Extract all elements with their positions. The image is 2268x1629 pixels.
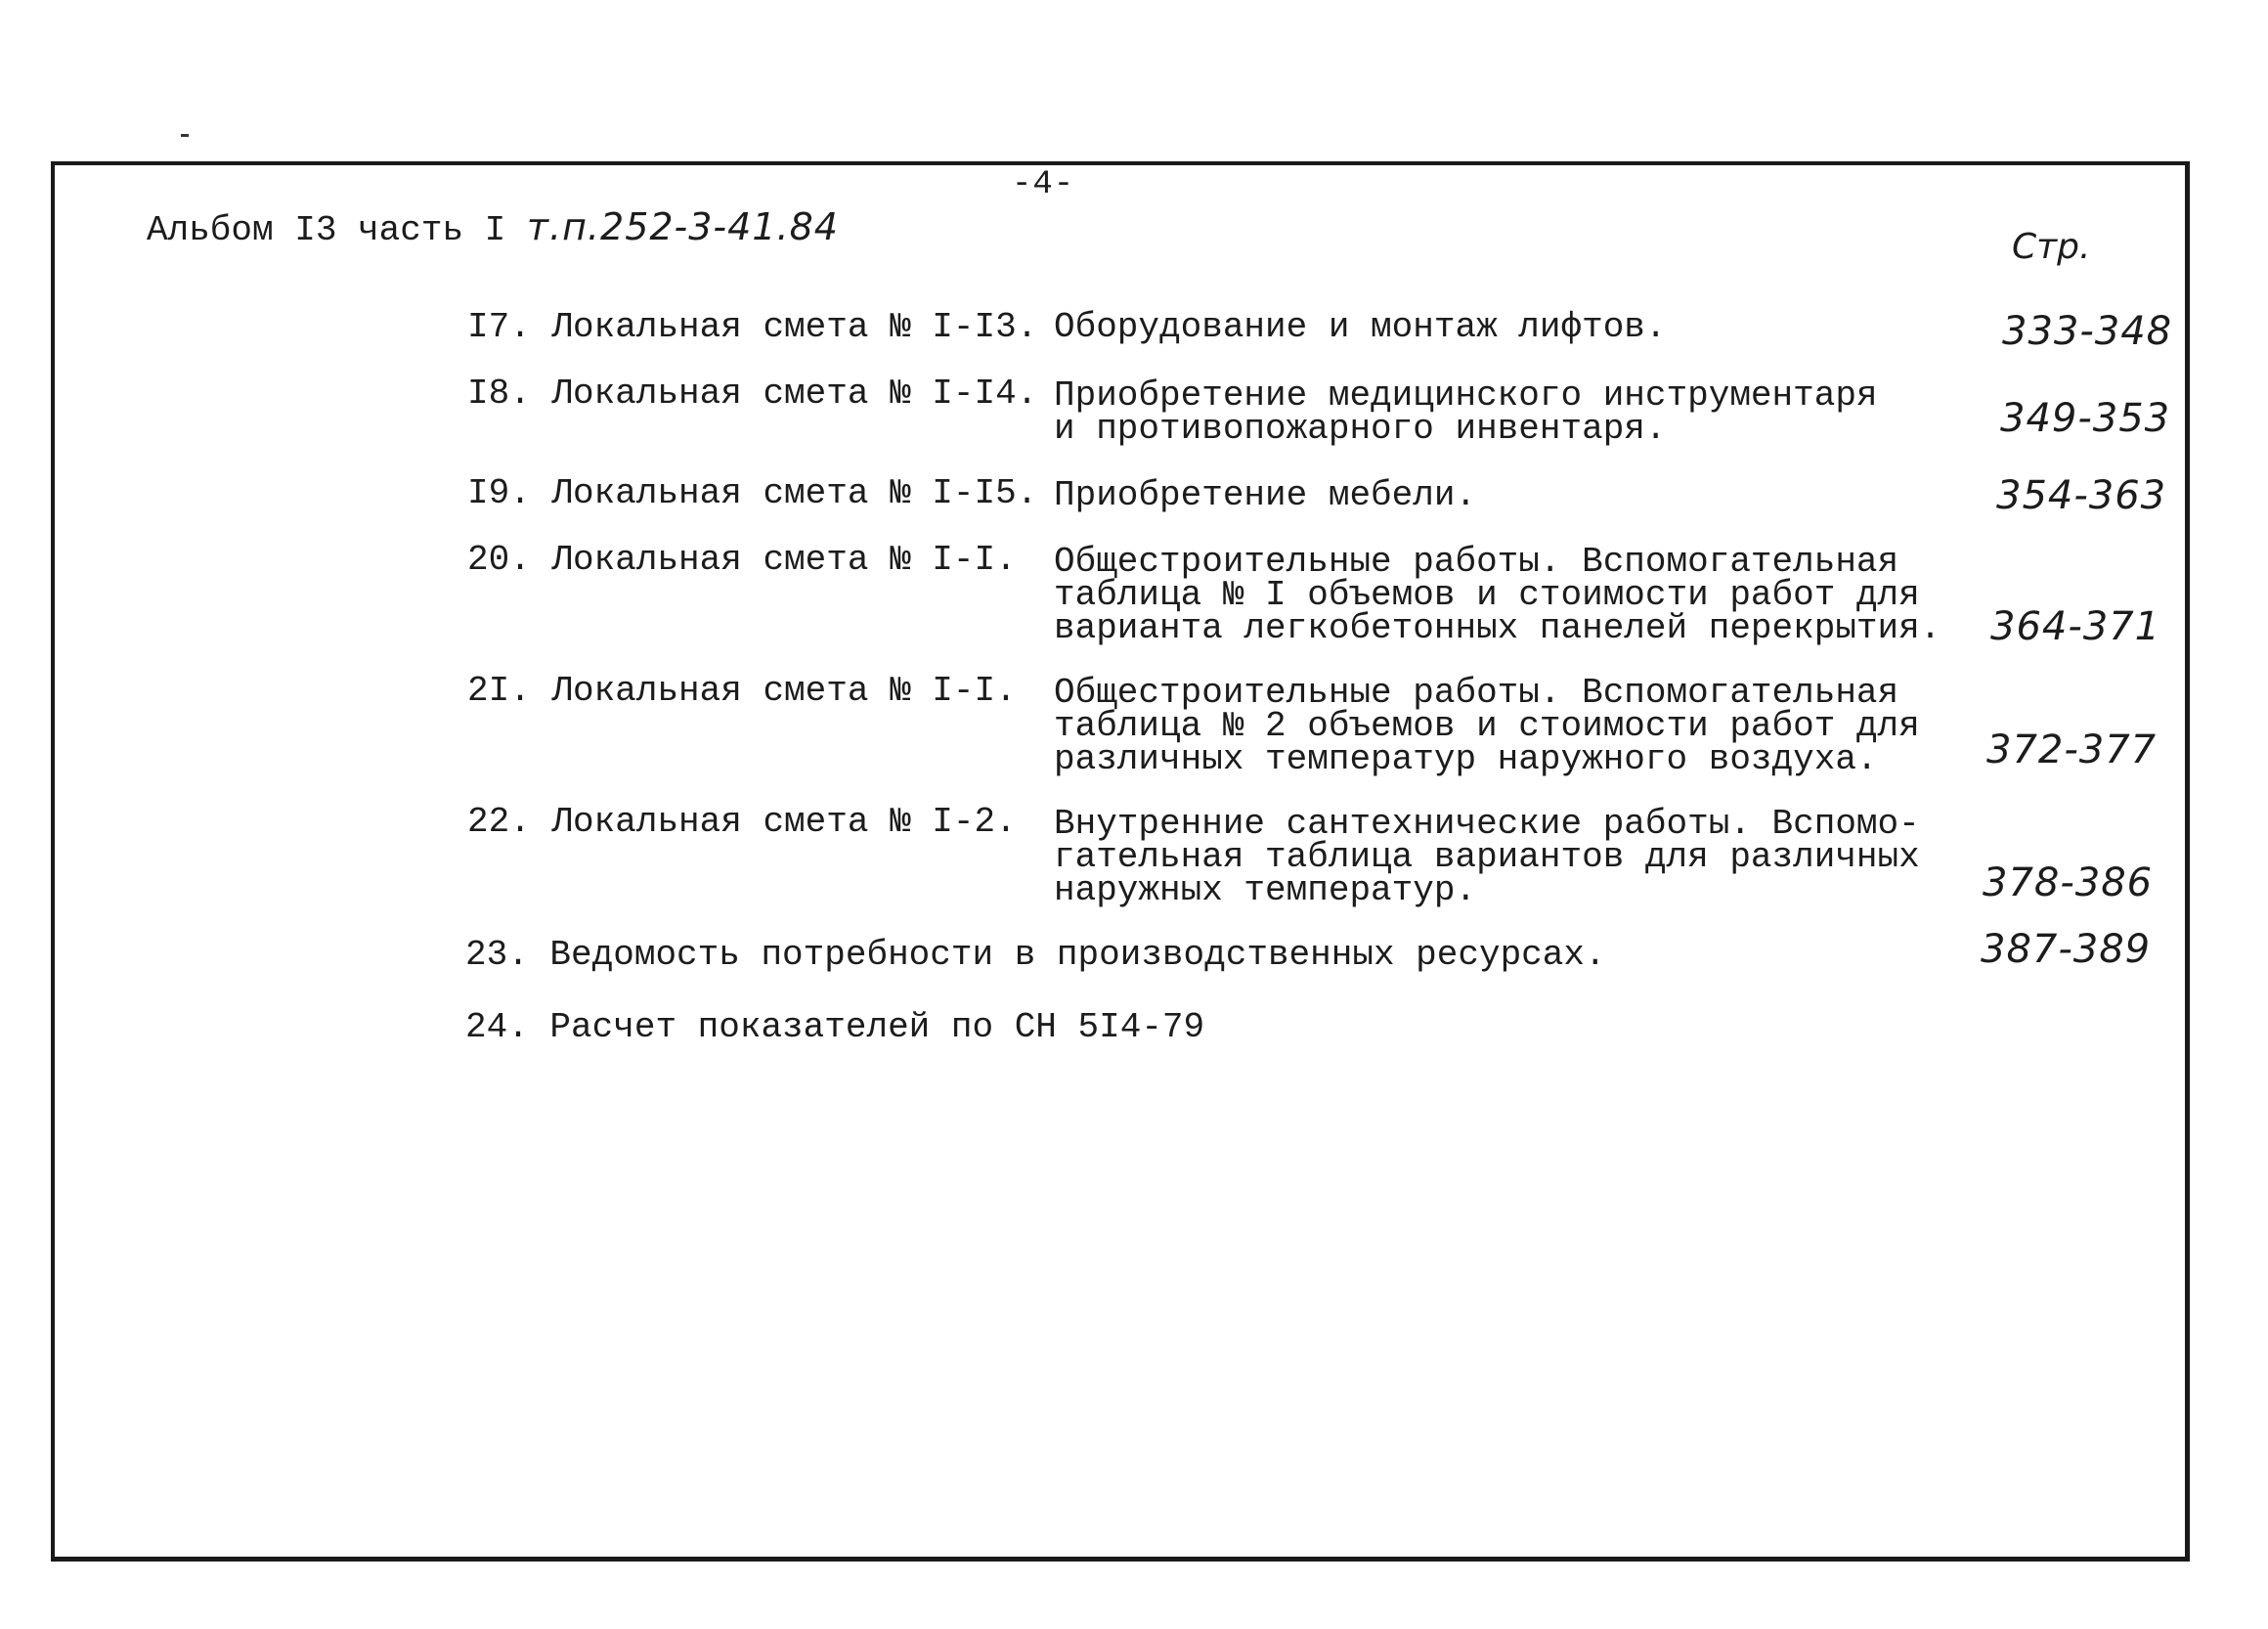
entry-number: 20. <box>467 540 531 580</box>
entry-pages: 364-371 <box>1990 604 2161 649</box>
entry-label: Локальная смета № I-I3. <box>551 307 1038 347</box>
desc-line: Приобретение мебели. <box>1054 475 1477 515</box>
desc-line: гательная таблица вариантов для различных <box>1054 837 1920 877</box>
album-code: т.п.252-3-41.84 <box>526 205 839 248</box>
entry-number: I7. <box>467 307 531 347</box>
desc-line: таблица № 2 объемов и стоимости работ для <box>1054 706 1920 746</box>
stray-mark <box>181 134 189 137</box>
page-number: -4- <box>1012 166 1075 203</box>
entry-label: Локальная смета № I-I5. <box>551 473 1038 513</box>
entry-pages: 372-377 <box>1986 727 2158 772</box>
desc-line: различных температур наружного воздуха. <box>1054 739 1878 779</box>
entry-description <box>1054 375 1878 449</box>
entry-pages: 354-363 <box>1996 473 2167 518</box>
toc-entry-23 <box>465 935 1606 975</box>
entry-label: Локальная смета № I-2. <box>551 802 1017 842</box>
entry-label: Ведомость потребности в производственных ресурсах. <box>549 935 1606 975</box>
toc-entry-22 <box>467 802 1017 842</box>
entry-number: I8. <box>467 374 531 414</box>
toc-entry-21 <box>467 671 1017 711</box>
toc-entry-24 <box>465 1007 1204 1047</box>
toc-entry-19 <box>467 473 1037 513</box>
toc-entry-20 <box>467 540 1017 580</box>
desc-line: Общестроительные работы. Вспомогательная <box>1054 542 1899 582</box>
entry-number: 22. <box>467 802 531 842</box>
album-prefix: Альбом I3 часть I <box>147 210 506 250</box>
entry-label: Локальная смета № I-I. <box>551 671 1017 711</box>
entry-label: Локальная смета № I-I4. <box>551 374 1038 414</box>
entry-number: 2I. <box>467 671 531 711</box>
album-header <box>147 205 839 250</box>
entry-description <box>1054 542 1941 648</box>
entry-number: 23. <box>465 935 529 975</box>
entry-pages: 387-389 <box>1981 927 2152 972</box>
entry-description <box>1054 804 1920 910</box>
entry-pages: 333-348 <box>2002 309 2173 354</box>
desc-line: и противопожарного инвентаря. <box>1054 409 1667 449</box>
desc-line: Внутренние сантехнические работы. Вспомо- <box>1054 804 1920 844</box>
entry-label: Расчет показателей по СН 5I4-79 <box>549 1007 1205 1047</box>
desc-line: варианта легкобетонных панелей перекрытия. <box>1054 608 1941 648</box>
pages-column-label: Стр. <box>2012 227 2091 267</box>
entry-description <box>1054 307 1667 347</box>
desc-line: Приобретение медицинского инструментаря <box>1054 375 1878 416</box>
desc-line: таблица № I объемов и стоимости работ для <box>1054 575 1920 615</box>
entry-pages: 378-386 <box>1983 860 2154 905</box>
entry-label: Локальная смета № I-I. <box>551 540 1017 580</box>
entry-number: I9. <box>467 473 531 513</box>
entry-pages: 349-353 <box>2000 396 2171 441</box>
entry-description <box>1054 673 1920 779</box>
desc-line: Оборудование и монтаж лифтов. <box>1054 307 1667 347</box>
desc-line: наружных температур. <box>1054 870 1477 910</box>
entry-description <box>1054 475 1477 515</box>
toc-entry-18 <box>467 374 1037 414</box>
entry-number: 24. <box>465 1007 529 1047</box>
toc-entry-17 <box>467 307 1037 347</box>
desc-line: Общестроительные работы. Вспомогательная <box>1054 673 1899 713</box>
